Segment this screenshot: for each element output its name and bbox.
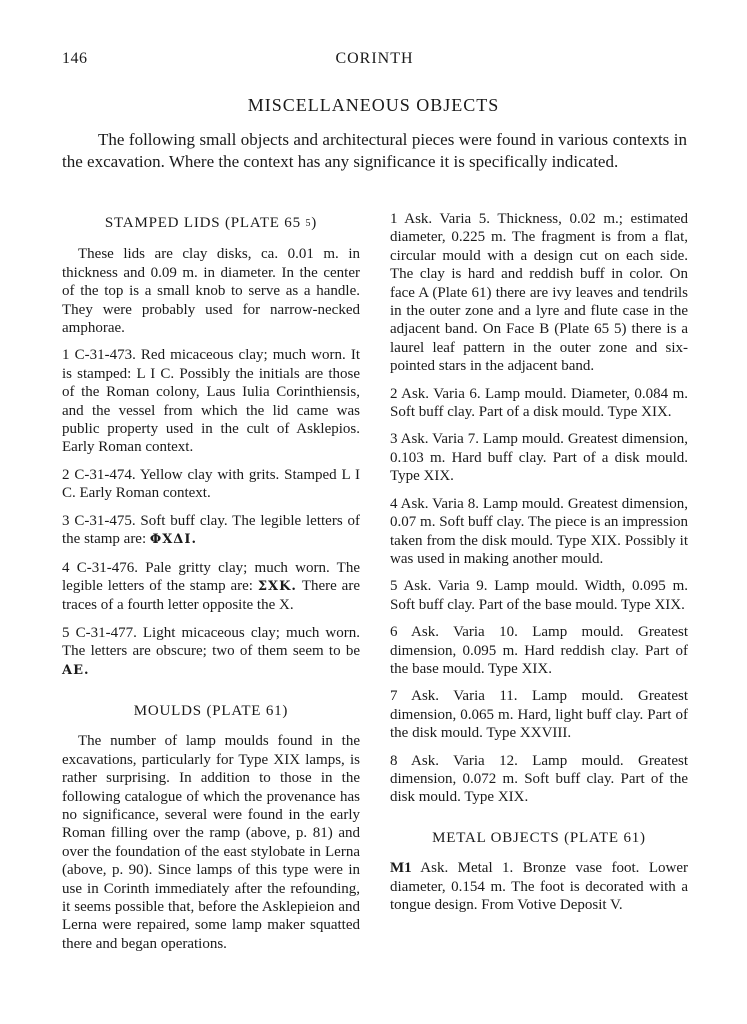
catalogue-entry: 3 Ask. Varia 7. Lamp mould. Greatest dimension, 0.103 m. Hard buff clay. Part of a disk mould. Type XIX. [390, 431, 688, 485]
catalogue-entry: 8 Ask. Varia 12. Lamp mould. Greatest dimension, 0.072 m. Soft buff clay. Part of the disk mould. Type XIX. [390, 752, 688, 806]
page-header [62, 50, 687, 72]
catalogue-entry: 2 Ask. Varia 6. Lamp mould. Diameter, 0.084 m. Soft buff clay. Part of a disk mould. Type XIX. [390, 385, 688, 421]
intro-paragraph: The following small objects and architectural pieces were found in various contexts in the excavation. Where the context has any significance it is specifically indicated. [62, 130, 687, 171]
stamped-lids-heading: STAMPED LIDS (PLATE 65 5) [104, 215, 318, 231]
left-column [62, 210, 360, 962]
catalogue-entry: 6 Ask. Varia 10. Lamp mould. Greatest dimension, 0.095 m. Hard reddish clay. Part of the base mould. Type XIX. [390, 624, 688, 677]
stamp-letters: ΦΧΔΙ. [149, 532, 197, 548]
right-column [390, 210, 688, 923]
catalogue-entry: 4 Ask. Varia 8. Lamp mould. Greatest dimension, 0.07 m. Soft buff clay. The piece is an impression taken from the disk mould. Type XIX. Possibly it was used in making another mould. [390, 495, 688, 567]
page-number: 146 [62, 50, 88, 67]
running-head: CORINTH [335, 50, 414, 67]
moulds-intro: The number of lamp moulds found in the excavations, particularly for Type XIX lamps, is rather surprising. In addition to those in the following catalogue of which the provenance has no significance, several were found in the early Roman filling over the ramp (above, p. 81) and over the foundation of the east stylobate in Lerna (above, p. 90). Since lamps of this type were in use in Corinth immediately after the refounding, it seems possible that, before the Asklepieion and Lerna were repaired, some lamp maker squatted there and began operations. [62, 733, 360, 952]
stamp-letters: ΣΧΚ. [257, 578, 297, 594]
catalogue-entry: 3 C-31-475. Soft buff clay. The legible letters of the stamp are: ΦΧΔΙ. [62, 512, 360, 548]
stamped-lids-intro: These lids are clay disks, ca. 0.01 m. in thickness and 0.09 m. in diameter. In the center of the top is a small knob to serve as a handle. They were probably used for narrow-necked amphorae. [62, 246, 360, 337]
catalogue-entry: 2 C-31-474. Yellow clay with grits. Stamped L I C. Early Roman context. [62, 466, 360, 502]
catalogue-entry: 1 Ask. Varia 5. Thickness, 0.02 m.; estimated diameter, 0.225 m. The fragment is from a flat, circular mould with a design cut on each side. The clay is hard and reddish buff in color. On face A (Plate 61) there are ivy leaves and tendrils in the outer zone and a lyre and flute case in the adjacent band. On Face B (Plate 65 5) there is a laurel leaf pattern in the outer zone and six-pointed stars in the adjacent band. [390, 211, 688, 375]
catalogue-entry: 4 C-31-476. Pale gritty clay; much worn. The legible letters of the stamp are: ΣΧΚ. There are traces of a fourth letter opposite the Χ. [62, 559, 361, 614]
moulds-heading: MOULDS (PLATE 61) [133, 702, 289, 719]
catalogue-entry: 5 C-31-477. Light micaceous clay; much worn. The letters are obscure; two of them seem to be ΑΕ. [62, 624, 361, 678]
catalogue-entry: 5 Ask. Varia 9. Lamp mould. Width, 0.095 m. Soft buff clay. Part of the base mould. Type XIX. [390, 578, 688, 613]
section-title: MISCELLANEOUS OBJECTS [247, 95, 500, 115]
metal-objects-heading: METAL OBJECTS (PLATE 61) [432, 829, 646, 846]
stamp-letters: ΑΕ. [62, 662, 90, 678]
catalogue-entry: M1 Ask. Metal 1. Bronze vase foot. Lower diameter, 0.154 m. The foot is decorated with a tongue design. From Votive Deposit V. [390, 860, 688, 913]
catalogue-entry: 1 C-31-473. Red micaceous clay; much worn. It is stamped: L I C. Possibly the initials are those of the Roman colony, Laus Iulia Corinthiensis, and the vessel from which the lid came was public property used in the cult of Asklepios. Early Roman context. [62, 347, 361, 456]
catalogue-entry: 7 Ask. Varia 11. Lamp mould. Greatest dimension, 0.065 m. Hard, light buff clay. Part of the disk mould. Type XXVIII. [390, 688, 688, 742]
